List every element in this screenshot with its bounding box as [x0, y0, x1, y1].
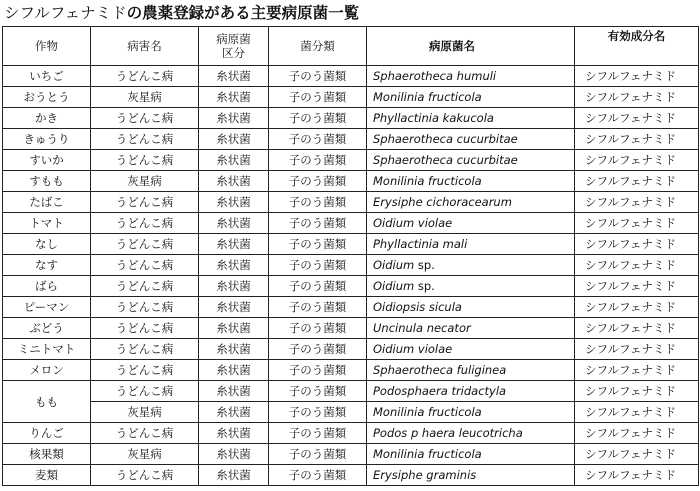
active-ingredient-cell: シフルフェナミド	[575, 192, 699, 213]
pathogen-category-cell: 糸状菌	[199, 423, 269, 444]
pathogen-category-cell: 糸状菌	[199, 381, 269, 402]
disease-cell: うどんこ病	[91, 255, 199, 276]
fungal-class-cell: 子のう菌類	[269, 255, 367, 276]
crop-cell: トマト	[3, 213, 91, 234]
active-ingredient-cell: シフルフェナミド	[575, 66, 699, 87]
header-disease: 病害名	[91, 27, 199, 66]
disease-cell: 灰星病	[91, 444, 199, 465]
fungal-class-cell: 子のう菌類	[269, 171, 367, 192]
table-row	[3, 234, 699, 255]
disease-cell: 灰星病	[91, 171, 199, 192]
active-ingredient-cell: シフルフェナミド	[575, 381, 699, 402]
fungal-class-cell: 子のう菌類	[269, 150, 367, 171]
pathogen-scientific-name: Phyllactinia kakucola	[373, 111, 494, 125]
table-row	[3, 66, 699, 87]
pathogen-category-cell: 糸状菌	[199, 402, 269, 423]
pathogen-category-cell: 糸状菌	[199, 213, 269, 234]
crop-cell: たばこ	[3, 192, 91, 213]
table-row	[3, 339, 699, 360]
pathogen-scientific-name: Sphaerotheca cucurbitae	[373, 153, 518, 167]
active-ingredient-cell: シフルフェナミド	[575, 108, 699, 129]
table-row	[3, 171, 699, 192]
pathogen-scientific-name: Sphaerotheca fuliginea	[373, 363, 507, 377]
header-pathogen: 病原菌名	[367, 27, 575, 66]
pathogen-category-cell: 糸状菌	[199, 444, 269, 465]
pathogen-name-cell	[367, 171, 575, 192]
table-row	[3, 318, 699, 339]
header-ingredient: 有効成分名	[575, 27, 699, 66]
disease-cell: うどんこ病	[91, 381, 199, 402]
crop-cell: メロン	[3, 360, 91, 381]
pathogen-name-cell	[367, 234, 575, 255]
active-ingredient-cell: シフルフェナミド	[575, 234, 699, 255]
crop-cell: ピーマン	[3, 297, 91, 318]
crop-cell: なす	[3, 255, 91, 276]
table-row	[3, 87, 699, 108]
pathogen-species-suffix: sp.	[414, 258, 435, 272]
active-ingredient-cell: シフルフェナミド	[575, 423, 699, 444]
header-crop: 作物	[3, 27, 91, 66]
title-rest: の農薬登録がある主要病原菌一覧	[126, 4, 360, 22]
pathogen-category-cell: 糸状菌	[199, 339, 269, 360]
crop-cell: りんご	[3, 423, 91, 444]
active-ingredient-cell: シフルフェナミド	[575, 255, 699, 276]
fungal-class-cell: 子のう菌類	[269, 297, 367, 318]
pathogen-category-cell: 糸状菌	[199, 360, 269, 381]
pathogen-scientific-name: Oidium violae	[373, 216, 453, 230]
disease-cell: うどんこ病	[91, 339, 199, 360]
disease-cell: うどんこ病	[91, 318, 199, 339]
pathogen-name-cell	[367, 423, 575, 444]
crop-cell: かき	[3, 108, 91, 129]
table-row	[3, 150, 699, 171]
pathogen-category-cell: 糸状菌	[199, 234, 269, 255]
fungal-class-cell: 子のう菌類	[269, 402, 367, 423]
active-ingredient-cell: シフルフェナミド	[575, 402, 699, 423]
pathogen-name-cell	[367, 318, 575, 339]
fungal-class-cell: 子のう菌類	[269, 318, 367, 339]
pathogen-name-cell	[367, 192, 575, 213]
pathogen-scientific-name: Monilinia fructicola	[373, 405, 482, 419]
pathogen-scientific-name: Monilinia fructicola	[373, 447, 482, 461]
active-ingredient-cell: シフルフェナミド	[575, 465, 699, 486]
table-row	[3, 297, 699, 318]
pathogen-name-cell	[367, 255, 575, 276]
pathogen-name-cell	[367, 339, 575, 360]
fungal-class-cell: 子のう菌類	[269, 360, 367, 381]
table-row	[3, 423, 699, 444]
pathogen-category-cell: 糸状菌	[199, 276, 269, 297]
pathogen-scientific-name: Erysiphe cichoracearum	[373, 195, 512, 209]
crop-cell: ぶどう	[3, 318, 91, 339]
disease-cell: 灰星病	[91, 87, 199, 108]
table-row	[3, 255, 699, 276]
pathogen-category-cell: 糸状菌	[199, 129, 269, 150]
fungal-class-cell: 子のう菌類	[269, 192, 367, 213]
fungal-class-cell: 子のう菌類	[269, 276, 367, 297]
pathogen-name-cell	[367, 108, 575, 129]
crop-cell: いちご	[3, 66, 91, 87]
title-lead: シフルフェナミド	[4, 4, 127, 22]
table-row	[3, 213, 699, 234]
disease-cell: うどんこ病	[91, 192, 199, 213]
active-ingredient-cell: シフルフェナミド	[575, 297, 699, 318]
pathogen-name-cell	[367, 213, 575, 234]
pathogen-category-cell: 糸状菌	[199, 465, 269, 486]
fungal-class-cell: 子のう菌類	[269, 423, 367, 444]
crop-cell: きゅうり	[3, 129, 91, 150]
crop-cell: ミニトマト	[3, 339, 91, 360]
pathogen-scientific-name: Uncinula necator	[373, 321, 471, 335]
pathogen-name-cell	[367, 360, 575, 381]
disease-cell: うどんこ病	[91, 276, 199, 297]
active-ingredient-cell: シフルフェナミド	[575, 87, 699, 108]
crop-cell: なし	[3, 234, 91, 255]
table-row	[3, 381, 699, 402]
table-body	[3, 66, 699, 486]
pathogen-scientific-name: Erysiphe graminis	[373, 468, 477, 482]
pathogen-scientific-name: Oidiopsis sicula	[373, 300, 462, 314]
pathogen-name-cell	[367, 66, 575, 87]
crop-cell: 核果類	[3, 444, 91, 465]
page-title	[4, 2, 359, 24]
fungal-class-cell: 子のう菌類	[269, 66, 367, 87]
pathogen-scientific-name: Oidium	[373, 258, 415, 272]
fungal-class-cell: 子のう菌類	[269, 381, 367, 402]
crop-cell: すいか	[3, 150, 91, 171]
disease-cell: うどんこ病	[91, 108, 199, 129]
pathogen-scientific-name: Sphaerotheca humuli	[373, 69, 497, 83]
active-ingredient-cell: シフルフェナミド	[575, 318, 699, 339]
active-ingredient-cell: シフルフェナミド	[575, 444, 699, 465]
disease-cell: うどんこ病	[91, 213, 199, 234]
table-row	[3, 360, 699, 381]
pathogen-category-cell: 糸状菌	[199, 318, 269, 339]
crop-cell: おうとう	[3, 87, 91, 108]
pathogen-species-suffix: sp.	[414, 279, 435, 293]
pathogen-name-cell	[367, 402, 575, 423]
header-pathogen-class	[199, 27, 269, 66]
pathogen-table	[2, 26, 699, 486]
pathogen-category-cell: 糸状菌	[199, 192, 269, 213]
active-ingredient-cell: シフルフェナミド	[575, 339, 699, 360]
disease-cell: うどんこ病	[91, 66, 199, 87]
active-ingredient-cell: シフルフェナミド	[575, 150, 699, 171]
header-fungal-class: 菌分類	[269, 27, 367, 66]
disease-cell: うどんこ病	[91, 129, 199, 150]
crop-cell: 麦類	[3, 465, 91, 486]
disease-cell: うどんこ病	[91, 297, 199, 318]
fungal-class-cell: 子のう菌類	[269, 234, 367, 255]
active-ingredient-cell: シフルフェナミド	[575, 171, 699, 192]
table-row	[3, 129, 699, 150]
pathogen-category-cell: 糸状菌	[199, 171, 269, 192]
disease-cell: うどんこ病	[91, 360, 199, 381]
pathogen-category-cell: 糸状菌	[199, 150, 269, 171]
header-class-line2: 区分	[222, 46, 245, 60]
crop-cell: ばら	[3, 276, 91, 297]
pathogen-name-cell	[367, 150, 575, 171]
pathogen-category-cell: 糸状菌	[199, 108, 269, 129]
pathogen-category-cell: 糸状菌	[199, 297, 269, 318]
pathogen-scientific-name: Phyllactinia mali	[373, 237, 468, 251]
pathogen-name-cell	[367, 129, 575, 150]
pathogen-scientific-name: Oidium	[373, 279, 415, 293]
pathogen-name-cell	[367, 276, 575, 297]
fungal-class-cell: 子のう菌類	[269, 213, 367, 234]
disease-cell: うどんこ病	[91, 465, 199, 486]
crop-cell: すもも	[3, 171, 91, 192]
active-ingredient-cell: シフルフェナミド	[575, 276, 699, 297]
pathogen-name-cell	[367, 87, 575, 108]
pathogen-name-cell	[367, 297, 575, 318]
disease-cell: 灰星病	[91, 402, 199, 423]
pathogen-scientific-name: Podos p haera leucotricha	[373, 426, 523, 440]
crop-cell: もも	[3, 381, 91, 423]
pathogen-category-cell: 糸状菌	[199, 87, 269, 108]
pathogen-scientific-name: Podosphaera tridactyla	[373, 384, 507, 398]
pathogen-scientific-name: Oidium violae	[373, 342, 453, 356]
pathogen-scientific-name: Monilinia fructicola	[373, 174, 482, 188]
table-row	[3, 444, 699, 465]
fungal-class-cell: 子のう菌類	[269, 129, 367, 150]
active-ingredient-cell: シフルフェナミド	[575, 213, 699, 234]
table-row	[3, 276, 699, 297]
table-header-row	[3, 27, 699, 66]
disease-cell: うどんこ病	[91, 150, 199, 171]
pathogen-scientific-name: Sphaerotheca cucurbitae	[373, 132, 518, 146]
header-class-line1: 病原菌	[216, 32, 251, 46]
active-ingredient-cell: シフルフェナミド	[575, 129, 699, 150]
pathogen-scientific-name: Monilinia fructicola	[373, 90, 482, 104]
fungal-class-cell: 子のう菌類	[269, 339, 367, 360]
disease-cell: うどんこ病	[91, 423, 199, 444]
table-row	[3, 465, 699, 486]
fungal-class-cell: 子のう菌類	[269, 87, 367, 108]
table-row	[3, 108, 699, 129]
pathogen-name-cell	[367, 381, 575, 402]
disease-cell: うどんこ病	[91, 234, 199, 255]
table-row	[3, 192, 699, 213]
pathogen-name-cell	[367, 465, 575, 486]
pathogen-name-cell	[367, 444, 575, 465]
fungal-class-cell: 子のう菌類	[269, 465, 367, 486]
pathogen-category-cell: 糸状菌	[199, 66, 269, 87]
fungal-class-cell: 子のう菌類	[269, 108, 367, 129]
fungal-class-cell: 子のう菌類	[269, 444, 367, 465]
pathogen-category-cell: 糸状菌	[199, 255, 269, 276]
table-row	[3, 402, 699, 423]
active-ingredient-cell: シフルフェナミド	[575, 360, 699, 381]
